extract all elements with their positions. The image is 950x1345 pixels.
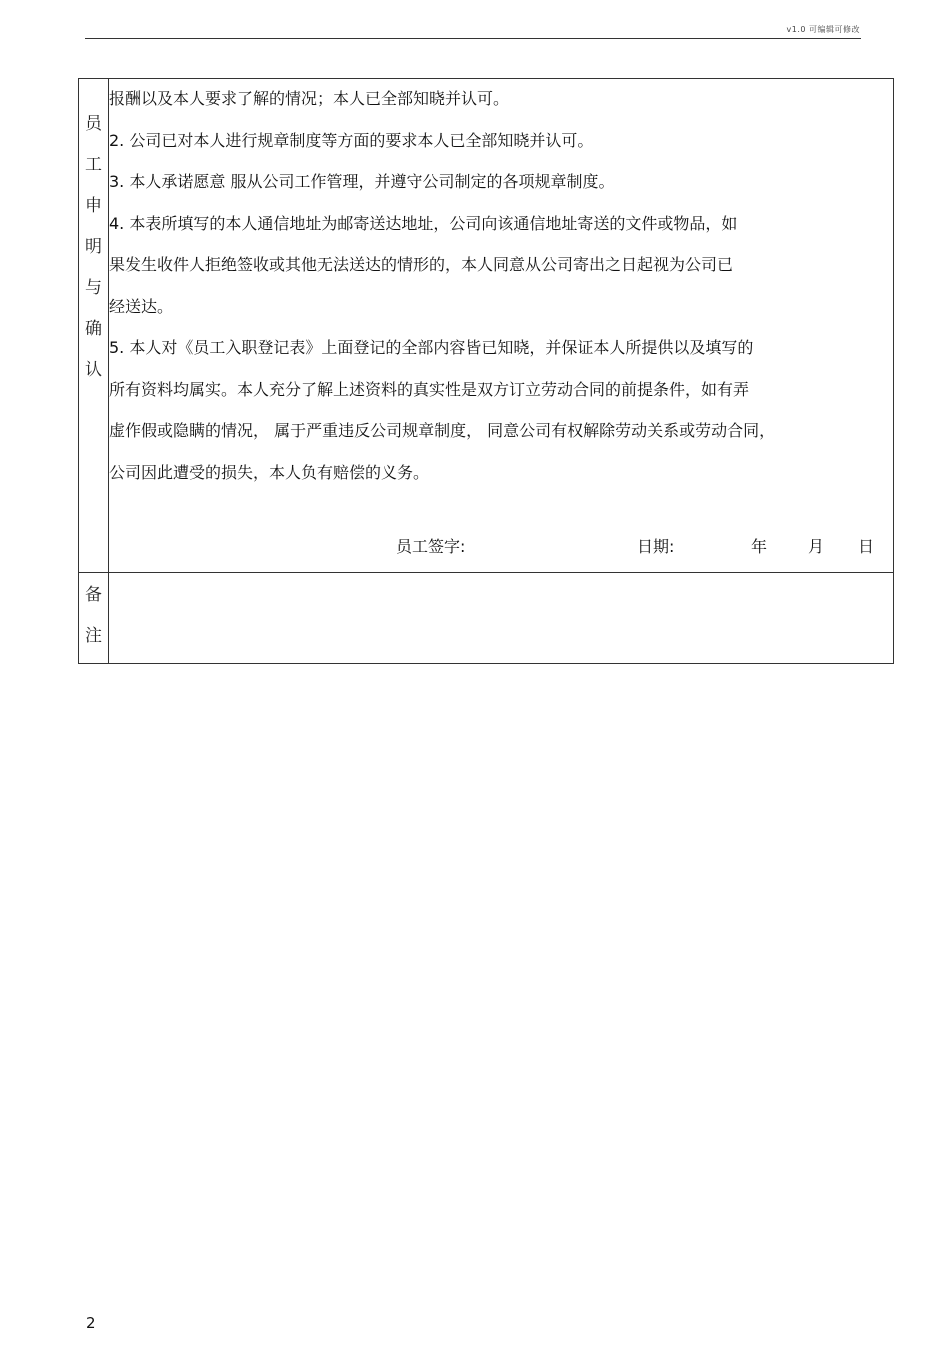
declaration-row [79, 79, 894, 573]
declaration-text-line: 经送达。 [109, 296, 174, 316]
declaration-label-cell [79, 79, 109, 573]
declaration-text-line: 所有资料均属实。本人充分了解上述资料的真实性是双方订立劳动合同的前提条件，如有弄 [109, 379, 750, 399]
month-label: 月 [808, 537, 825, 556]
notes-label-cell [79, 573, 109, 664]
declaration-content-cell [109, 79, 894, 573]
declaration-label [79, 79, 108, 391]
signature-label: 员工签字: [396, 537, 466, 556]
notes-label [79, 573, 108, 657]
notes-row [79, 573, 894, 664]
declaration-text-line: 公司因此遭受的损失，本人负有赔偿的义务。 [109, 462, 430, 482]
declaration-label-char: 申 [85, 196, 102, 216]
signature-row [109, 520, 893, 572]
day-label: 日 [858, 537, 875, 556]
declaration-text-line: 报酬以及本人要求了解的情况；本人已全部知晓并认可。 [109, 89, 510, 108]
notes-label-char: 备 [85, 585, 102, 605]
declaration-text-line: 5. 本人对《员工入职登记表》上面登记的全部内容皆已知晓，并保证本人所提供以及填写的 [109, 338, 754, 357]
declaration-text-line: 果发生收件人拒绝签收或其他无法送达的情形的，本人同意从公司寄出之日起视为公司已 [109, 255, 734, 274]
declaration-text-line: 2. 公司已对本人进行规章制度等方面的要求本人已全部知晓并认可。 [109, 130, 594, 150]
notes-label-char: 注 [85, 626, 102, 646]
declaration-text-line: 4. 本表所填写的本人通信地址为邮寄送达地址，公司向该通信地址寄送的文件或物品，如 [109, 213, 738, 233]
declaration-label-char: 员 [85, 114, 102, 134]
declaration-label-char: 明 [85, 237, 102, 257]
page-number: 2 [86, 1314, 96, 1332]
declaration-text-line: 3. 本人承诺愿意 服从公司工作管理，并遵守公司制定的各项规章制度。 [109, 172, 615, 191]
version-header: v1.0 可编辑可修改 [786, 25, 860, 34]
declaration-text-line: 虚作假或隐瞒的情况， 属于严重违反公司规章制度， 同意公司有权解除劳动关系或劳动合同， [109, 421, 776, 440]
header-divider [85, 38, 861, 39]
declaration-form-table [78, 78, 894, 664]
declaration-label-char: 确 [85, 319, 102, 339]
year-label: 年 [751, 537, 768, 556]
declaration-label-char: 与 [85, 278, 102, 298]
date-label: 日期: [637, 537, 675, 556]
notes-content-cell[interactable] [109, 573, 894, 664]
declaration-label-char: 认 [85, 360, 102, 380]
declaration-label-char: 工 [85, 155, 102, 175]
